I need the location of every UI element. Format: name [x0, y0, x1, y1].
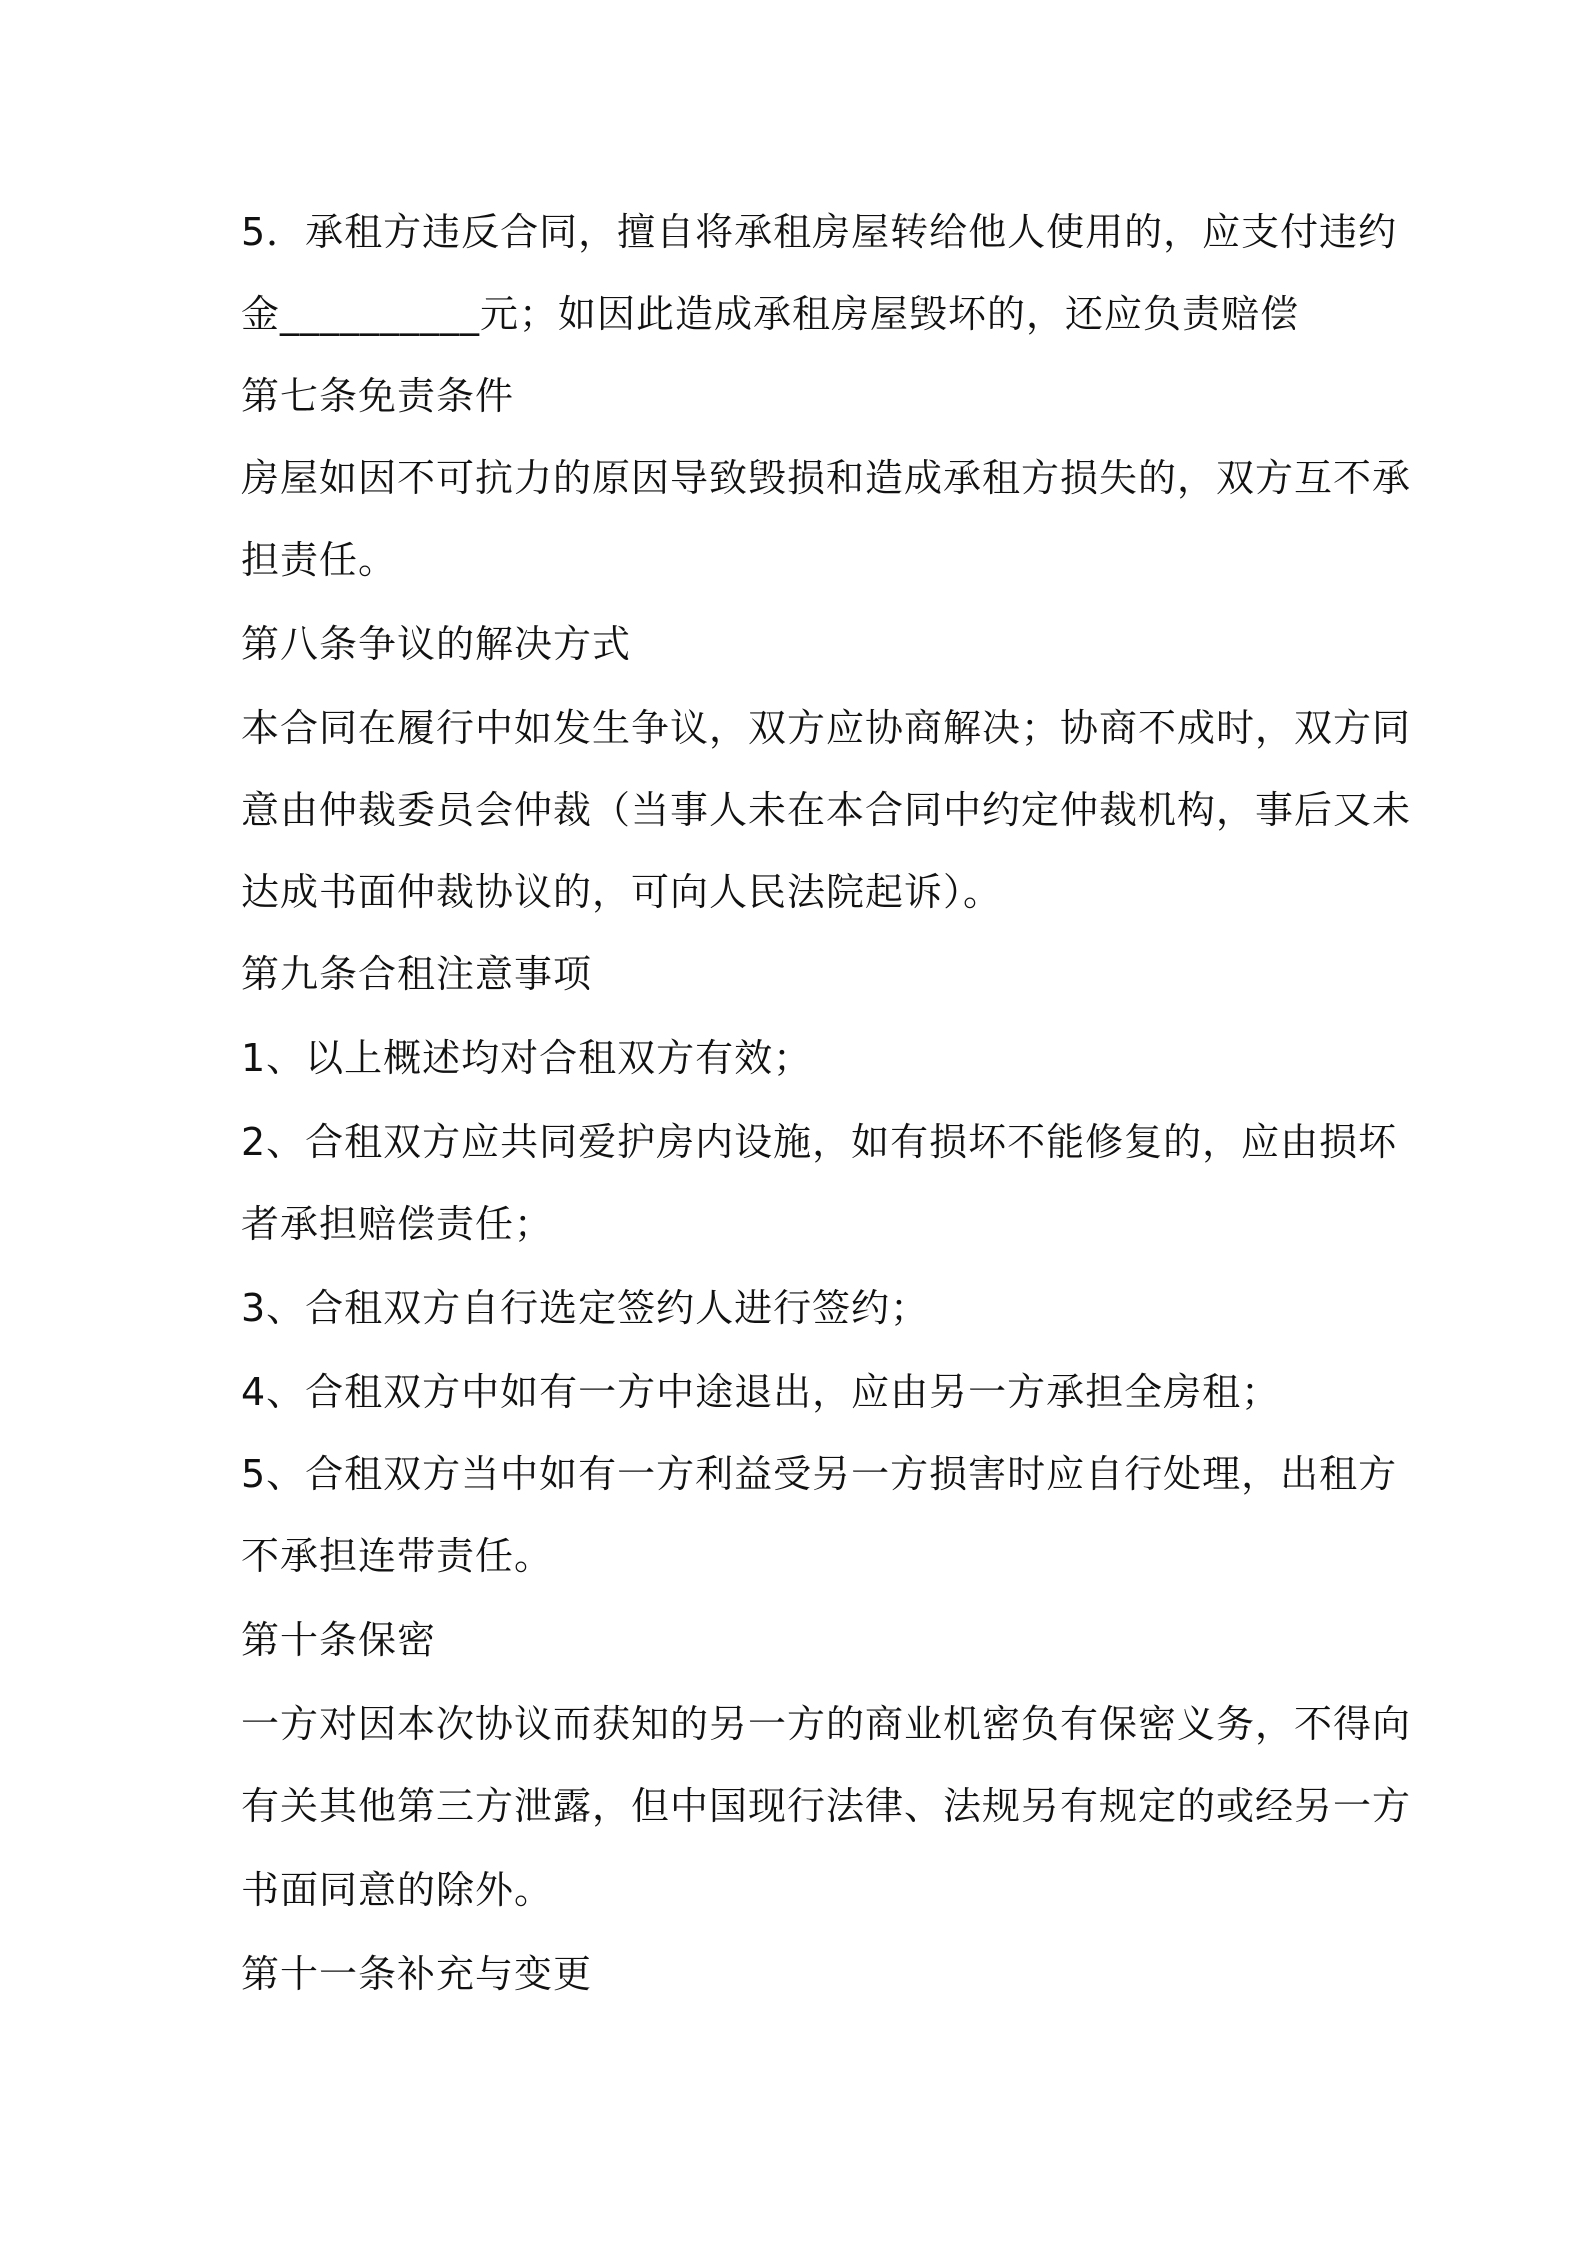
article-9-item-5-line-2: 不承担连带责任。 [241, 1534, 554, 1578]
article-8-body-line-1: 本合同在履行中如发生争议，双方应协商解决；协商不成时，双方同 [241, 706, 1412, 750]
article-9-item-4: 4、合租双方中如有一方中途退出，应由另一方承担全房租； [241, 1370, 1281, 1414]
article-10-body-line-2: 有关其他第三方泄露，但中国现行法律、法规另有规定的或经另一方 [241, 1784, 1412, 1828]
article-9-item-3: 3、合租双方自行选定签约人进行签约； [241, 1286, 930, 1330]
article-7-body-line-2: 担责任。 [241, 538, 398, 582]
article-11-heading: 第十一条补充与变更 [241, 1952, 593, 1996]
article-9-heading: 第九条合租注意事项 [241, 952, 593, 996]
article-7-heading: 第七条免责条件 [241, 374, 515, 418]
article-8-body-line-3: 达成书面仲裁协议的，可向人民法院起诉）。 [241, 870, 1003, 914]
article-8-body-line-2: 意由仲裁委员会仲裁（当事人未在本合同中约定仲裁机构，事后又未 [241, 788, 1412, 832]
article-7-body-line-1: 房屋如因不可抗力的原因导致毁损和造成承租方损失的，双方互不承 [241, 456, 1412, 500]
clause-6-5-line-2: 金__________元；如因此造成承租房屋毁坏的，还应负责赔偿 [241, 292, 1300, 336]
article-10-heading: 第十条保密 [241, 1618, 437, 1662]
article-10-body-line-1: 一方对因本次协议而获知的另一方的商业机密负有保密义务，不得向 [241, 1702, 1412, 1746]
article-8-heading: 第八条争议的解决方式 [241, 622, 632, 666]
article-9-item-1: 1、以上概述均对合租双方有效； [241, 1036, 813, 1080]
article-10-body-line-3: 书面同意的除外。 [241, 1868, 554, 1912]
article-9-item-5-line-1: 5、合租双方当中如有一方利益受另一方损害时应自行处理，出租方 [241, 1452, 1398, 1496]
clause-6-5-line-1: 5．承租方违反合同，擅自将承租房屋转给他人使用的，应支付违约 [241, 210, 1398, 254]
article-9-item-2-line-1: 2、合租双方应共同爱护房内设施，如有损坏不能修复的，应由损坏 [241, 1120, 1398, 1164]
article-9-item-2-line-2: 者承担赔偿责任； [241, 1202, 554, 1246]
